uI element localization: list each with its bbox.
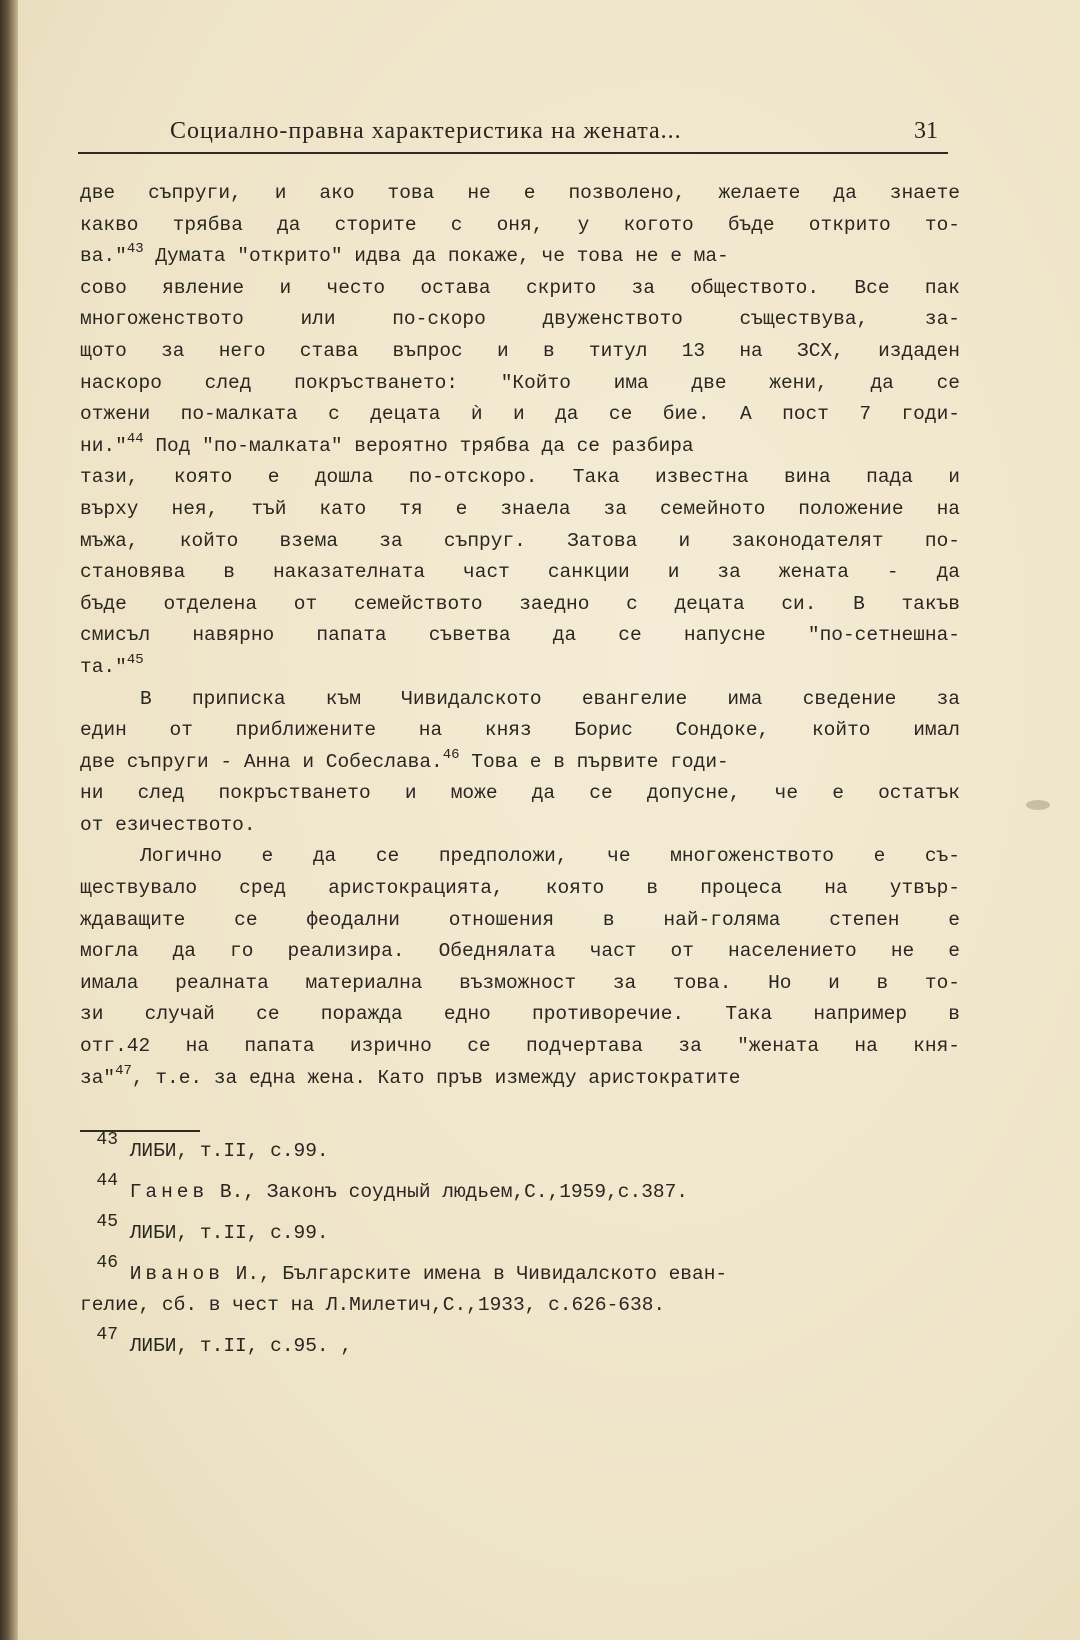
footnote-44: 44 Ганев В., Законъ соудный людьем,С.,1959,с.387. bbox=[96, 1171, 688, 1203]
text-line: две съпруги, и ако това не е позволено, желаете да знаете bbox=[80, 182, 960, 204]
footnote-ref-45[interactable]: 45 bbox=[126, 651, 144, 668]
footnote-ref-43[interactable]: 43 bbox=[126, 241, 144, 258]
text-line bbox=[80, 1063, 960, 1095]
text-line bbox=[80, 431, 960, 463]
footnote-ref-46[interactable]: 46 bbox=[442, 746, 460, 763]
footnote-46: 46 Иванов И., Българските имена в Чивидалското еван- bbox=[96, 1253, 728, 1285]
text-line: тази, която е дошла по-отскоро. Така известна вина пада и bbox=[80, 466, 960, 489]
footnote-author: Ганев bbox=[129, 1181, 209, 1203]
footnote-46-continued: гелие, сб. в чест на Л.Милетич,С.,1933, с.626-638. bbox=[80, 1294, 666, 1316]
text-line: ществувало сред аристокрацията, която в процеса на утвър- bbox=[80, 877, 960, 900]
book-spine-shadow bbox=[0, 0, 18, 1640]
text-line: многоженството или по-скоро двуженството съществува, за- bbox=[80, 308, 960, 331]
footnote-45: 45 ЛИБИ, т.II, с.99. bbox=[96, 1212, 329, 1244]
document-page bbox=[18, 0, 1080, 1640]
text-line: един от приближените на княз Борис Сондоке, който имал bbox=[80, 719, 960, 742]
text-fragment: две съпруги - Анна и Собеслава. bbox=[80, 750, 443, 773]
running-header-title: Социално-правна характеристика на жената... bbox=[170, 118, 682, 144]
footnote-text: В., Законъ соудный людьем,С.,1959,с.387. bbox=[208, 1181, 688, 1203]
footnote-text: И., Българските имена в Чивидалското еван- bbox=[223, 1263, 728, 1285]
text-line: щото за него става въпрос и в титул 13 на ЗСХ, издаден bbox=[80, 339, 960, 362]
text-fragment: за" bbox=[80, 1066, 116, 1089]
text-line bbox=[80, 747, 960, 779]
text-line: мъжа, който взема за съпруг. Затова и законодателят по- bbox=[80, 529, 960, 552]
text-fragment: Под "по-малката" вероятно трябва да се разбира bbox=[143, 434, 694, 457]
text-fragment: та." bbox=[80, 655, 127, 678]
text-line: върху нея, тъй като тя е знаела за семейното положение на bbox=[80, 497, 960, 520]
page-number: 31 bbox=[914, 118, 938, 144]
text-fragment: ва." bbox=[80, 245, 127, 268]
text-line: бъде отделена от семейството заедно с децата си. В такъв bbox=[80, 592, 960, 615]
footnote-ref-47[interactable]: 47 bbox=[115, 1062, 132, 1079]
text-line: становява в наказателната част санкции и за жената - да bbox=[80, 561, 960, 584]
text-line: ждаващите се феодални отношения в най-голяма степен е bbox=[80, 908, 960, 931]
text-fragment: ни." bbox=[80, 434, 127, 457]
text-line: Логично е да се предположи, че многоженството е съ- bbox=[140, 845, 960, 868]
text-line: В приписка към Чивидалското евангелие има сведение за bbox=[140, 687, 960, 710]
text-line: отжени по-малката с децата ѝ и да се бие. А пост 7 годи- bbox=[80, 403, 960, 426]
text-fragment: Думата "открито" идва да покаже, че това не е ма- bbox=[143, 245, 729, 268]
footnote-47: 47 ЛИБИ, т.II, с.95. , bbox=[96, 1325, 353, 1357]
footnote-ref-44[interactable]: 44 bbox=[126, 430, 144, 447]
footnote-text: ЛИБИ, т.II, с.99. bbox=[129, 1222, 329, 1244]
footnotes bbox=[80, 1130, 980, 1362]
text-line: сово явление и често остава скрито за обществото. Все пак bbox=[80, 276, 960, 299]
text-line: имала реалната материална възможност за това. Но и в то- bbox=[80, 971, 960, 994]
text-line: смисъл навярно папата съветва да се напусне "по-сетнешна- bbox=[80, 624, 960, 647]
text-line bbox=[80, 652, 960, 684]
footnote-text: ЛИБИ, т.II, с.99. bbox=[129, 1140, 329, 1162]
text-line: могла да го реализира. Обеднялата част от населението не е bbox=[80, 940, 960, 963]
footnote-text: ЛИБИ, т.II, с.95. , bbox=[129, 1335, 353, 1357]
footnote-author: Иванов bbox=[129, 1263, 224, 1285]
text-fragment: Това е в първите годи- bbox=[459, 750, 729, 773]
text-line: наскоро след покръстването: "Който има две жени, да се bbox=[80, 371, 960, 394]
text-line bbox=[80, 241, 960, 273]
footnote-43: 43 ЛИБИ, т.II, с.99. bbox=[96, 1130, 329, 1162]
text-line: ни след покръстването и може да се допусне, че е остатък bbox=[80, 782, 960, 805]
text-fragment: , т.е. за една жена. Като пръв измежду аристократите bbox=[131, 1066, 741, 1089]
running-header bbox=[78, 118, 948, 154]
text-line: зи случай се поражда едно противоречие. Така например в bbox=[80, 1003, 960, 1026]
text-line: какво трябва да сторите с оня, у когото бъде открито то- bbox=[80, 213, 960, 236]
main-text bbox=[80, 178, 960, 1094]
paper-smudge bbox=[1026, 800, 1050, 810]
text-line: от езичеството. bbox=[80, 813, 256, 836]
text-line: отг.42 на папата изрично се подчертава за "жената на кня- bbox=[80, 1035, 960, 1058]
